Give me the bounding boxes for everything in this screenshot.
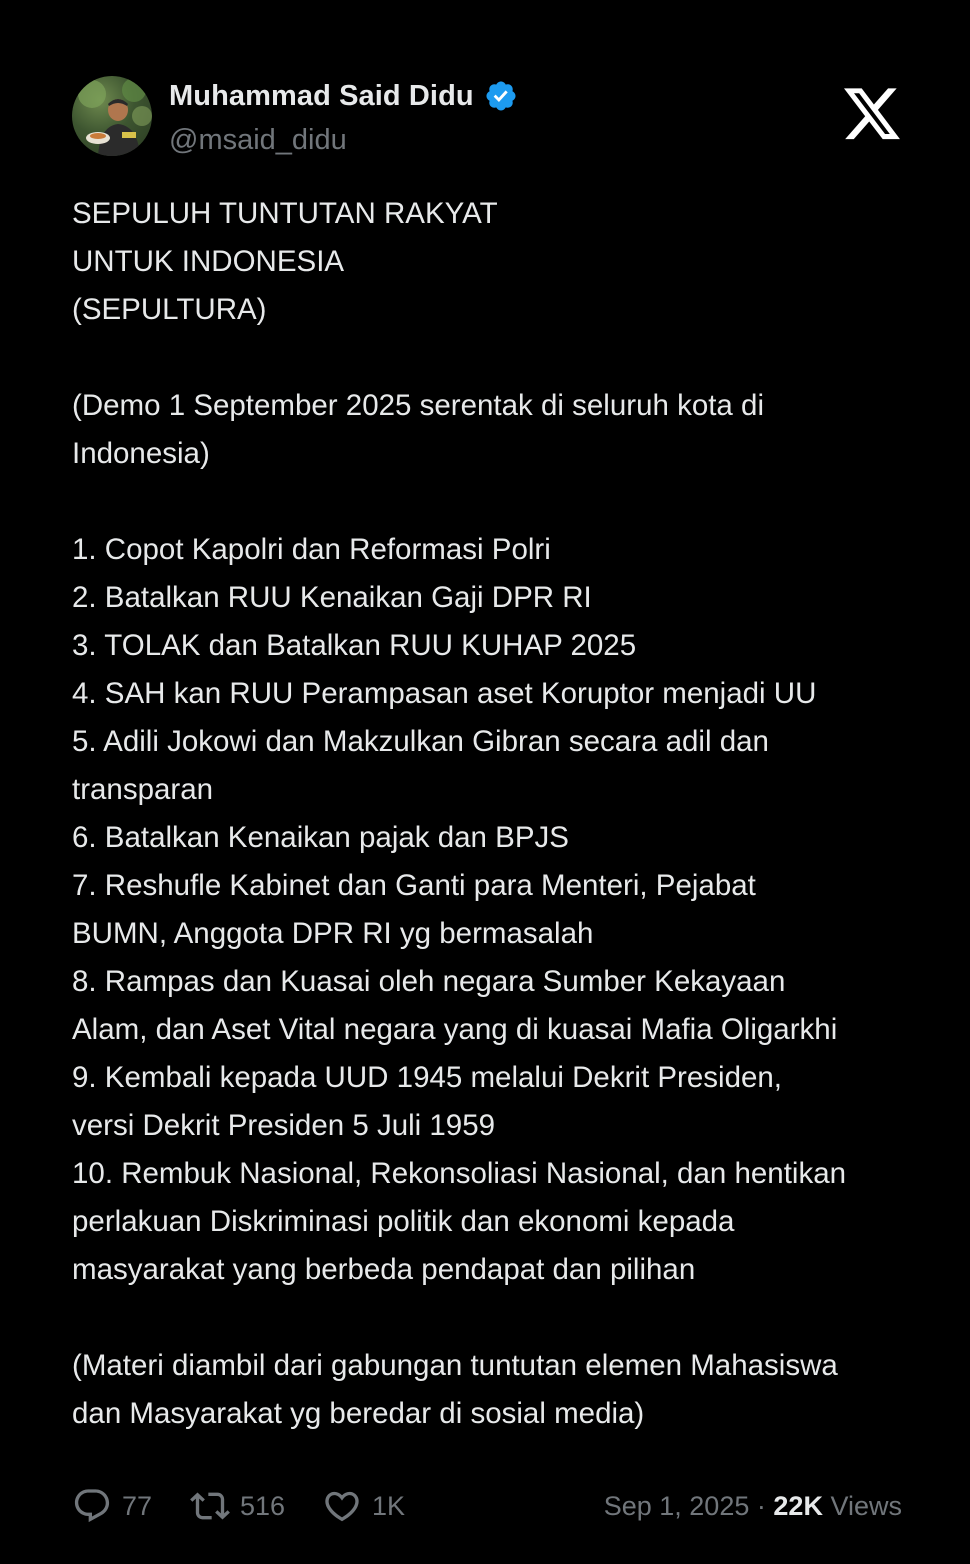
tweet-line [72, 478, 912, 526]
tweet-footer [72, 1482, 902, 1530]
tweet-line: 5. Adili Jokowi dan Makzulkan Gibran secara adil dan [72, 725, 769, 758]
tweet-line: 4. SAH kan RUU Perampasan aset Koruptor menjadi UU [72, 677, 817, 710]
meta-separator: · [756, 1490, 766, 1521]
tweet-line: 8. Rampas dan Kuasai oleh negara Sumber Kekayaan [72, 965, 786, 998]
tweet-line: 10. Rembuk Nasional, Rekonsoliasi Nasional, dan hentikan [72, 1157, 847, 1190]
tweet-line: versi Dekrit Presiden 5 Juli 1959 [72, 1109, 496, 1142]
tweet-date[interactable]: Sep 1, 2025 [603, 1490, 750, 1521]
tweet-line: 6. Batalkan Kenaikan pajak dan BPJS [72, 821, 569, 854]
avatar-image [72, 76, 152, 156]
author-handle[interactable]: @msaid_didu [169, 124, 347, 156]
like-count: 1K [372, 1490, 406, 1521]
like-button[interactable] [322, 1486, 442, 1526]
verified-badge-icon [484, 79, 518, 113]
tweet-header [72, 76, 902, 158]
tweet-line: UNTUK INDONESIA [72, 245, 345, 278]
tweet-line: 2. Batalkan RUU Kenaikan Gaji DPR RI [72, 581, 592, 614]
tweet-line: (SEPULTURA) [72, 293, 267, 326]
tweet-meta [604, 1491, 902, 1522]
tweet-line: perlakuan Diskriminasi politik dan ekonomi kepada [72, 1205, 735, 1238]
tweet-line [72, 334, 912, 382]
author-display-name[interactable]: Muhammad Said Didu [169, 79, 474, 112]
tweet-line: (Materi diambil dari gabungan tuntutan elemen Mahasiswa [72, 1349, 838, 1382]
heart-icon [322, 1486, 362, 1526]
tweet-line: 1. Copot Kapolri dan Reformasi Polri [72, 533, 551, 566]
tweet-line: BUMN, Anggota DPR RI yg bermasalah [72, 917, 594, 950]
reply-icon [72, 1486, 112, 1526]
author-name-row [169, 76, 518, 116]
views-label: Views [830, 1490, 902, 1521]
retweet-icon [190, 1486, 230, 1526]
tweet-line: transparan [72, 773, 214, 806]
tweet-line: SEPULUH TUNTUTAN RAKYAT [72, 197, 498, 230]
retweet-button[interactable] [190, 1486, 322, 1526]
reply-count: 77 [122, 1490, 153, 1521]
tweet-line [72, 1294, 912, 1342]
tweet-line: 9. Kembali kepada UUD 1945 melalui Dekrit Presiden, [72, 1061, 782, 1094]
tweet-line: Indonesia) [72, 437, 210, 470]
retweet-count: 516 [240, 1490, 286, 1521]
tweet-line: 3. TOLAK dan Batalkan RUU KUHAP 2025 [72, 629, 637, 662]
avatar[interactable] [72, 76, 152, 156]
tweet-line: 7. Reshufle Kabinet dan Ganti para Menteri, Pejabat [72, 869, 756, 902]
tweet-text [72, 190, 912, 1438]
views-count: 22K [773, 1490, 823, 1521]
tweet-line: Alam, dan Aset Vital negara yang di kuasai Mafia Oligarkhi [72, 1013, 838, 1046]
tweet-line: dan Masyarakat yg beredar di sosial media) [72, 1397, 645, 1430]
x-logo-icon[interactable] [844, 88, 902, 142]
reply-button[interactable] [72, 1486, 190, 1526]
tweet-line: (Demo 1 September 2025 serentak di seluruh kota di [72, 389, 764, 422]
tweet-line: masyarakat yang berbeda pendapat dan pilihan [72, 1253, 696, 1286]
